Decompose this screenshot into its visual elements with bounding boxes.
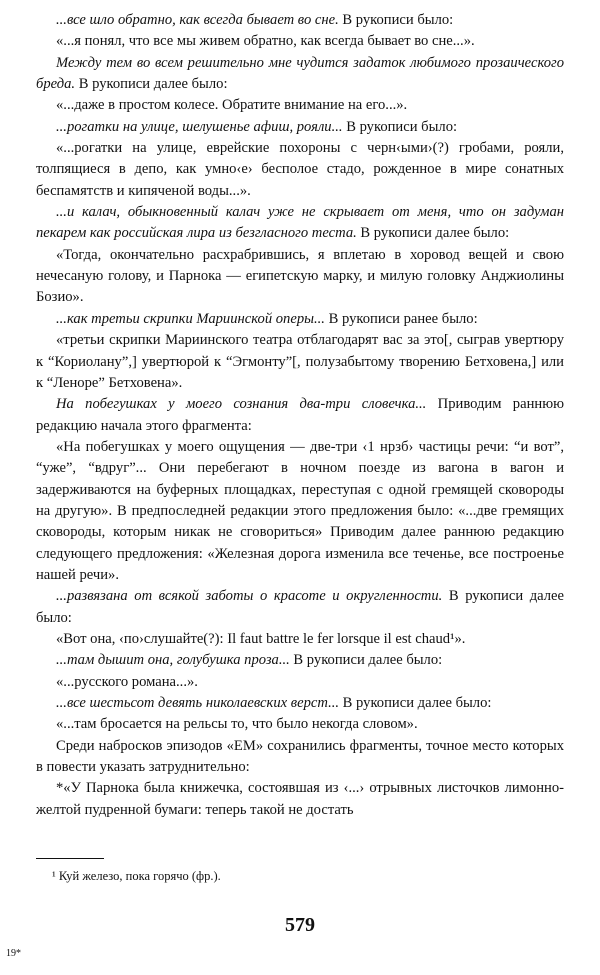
comment-text: В рукописи далее было: — [36, 588, 564, 626]
comment-text: Приводим раннюю редакцию начала этого фрагмента: — [36, 396, 564, 434]
footnote: ¹ Куй железо, пока горячо (фр.). — [52, 869, 221, 883]
paragraph-9 — [36, 309, 564, 330]
quoted-lemma: ...все шло обратно, как всегда бывает во сне. — [56, 12, 339, 28]
paragraph-5 — [36, 117, 564, 138]
paragraph-15 — [36, 650, 564, 671]
comment-text: *«У Парнока была книжечка, состоявшая из ‹...› отрывных листочков лимонно-желтой пудренной бумаги: теперь такой не достать — [36, 780, 564, 818]
comment-text: «...даже в простом колесе. Обратите внимание на его...». — [56, 97, 408, 114]
paragraph-6 — [36, 138, 564, 202]
paragraph-16 — [36, 672, 564, 693]
comment-text: «Тогда, окончательно расхрабрившись, я вплетаю в хоровод вещей и свою нечесаную голову, и Парнока — египетскую марку, и милую головку Анджиолины Бозио». — [36, 246, 564, 306]
quoted-lemma: ...все шестьсот девять николаевских верст... — [56, 695, 340, 711]
paragraph-20 — [36, 778, 564, 821]
comment-text: В рукописи далее было: — [75, 76, 228, 93]
comment-text: В рукописи было: — [342, 118, 458, 135]
comment-text: Среди набросков эпизодов «ЕМ» сохранились фрагменты, точное место которых в повести указать затруднительно: — [36, 737, 564, 776]
printer-signature-mark: 19* — [6, 948, 21, 959]
comment-text: «...русского романа...». — [56, 673, 198, 690]
comment-text: В рукописи было: — [338, 12, 454, 28]
comment-text: «...я понял, что все мы живем обратно, как всегда бывает во сне...». — [56, 33, 475, 50]
paragraph-3 — [36, 53, 564, 96]
quoted-lemma: ...развязана от всякой заботы о красоте и округленности. — [56, 588, 443, 605]
paragraph-19 — [36, 736, 564, 779]
comment-text: В рукописи далее было: — [339, 695, 492, 711]
comment-text: «...рогатки на улице, еврейские похороны с черн‹ыми›(?) гробами, рояли, толпящиеся в депо, как умно‹е› бесполое стадо, рожденное в мире сонатных беспамятств и кипяченой воды...». — [36, 140, 564, 199]
comment-text: В рукописи далее было: — [289, 652, 443, 669]
paragraph-17 — [36, 693, 564, 714]
comment-text: «третьи скрипки Мариинского театра отблагодарят вас за это[, сыграв увертюру к “Кориолану”,] увертюрой к “Эгмонту”[, полузабытому творению Бетховена,] или к “Леноре” Бетховена». — [36, 332, 564, 391]
paragraph-4 — [36, 95, 564, 116]
paragraph-7 — [36, 202, 564, 245]
comment-text: «На побегушках у моего ощущения — две-три ‹1 нрзб› частицы речи: “и вот”, “уже”, “вдруг”... Они перебегают в ночном поезде из вагона в вагон и задерживаются на буферных площадках, переступая с одной гремящей сковороды на другую». В предпоследней редакции этого предложения было: «...две гремящих сковороды, которым никак не сговориться» Приводим далее раннюю редакцию следующего предложения: «Железная дорога изменила все теченье, все построенье нашей речи». — [36, 438, 564, 583]
paragraph-14 — [36, 629, 564, 650]
quoted-lemma: На побегушках у моего сознания два-три словечка... — [56, 396, 427, 413]
comment-text: В рукописи далее было: — [356, 225, 510, 242]
quoted-lemma: ...как третьи скрипки Мариинской оперы... — [56, 310, 325, 327]
paragraph-18 — [36, 714, 564, 735]
comment-text: «Вот она, ‹по›слушайте(?): Il faut battre le fer lorsque il est chaud¹». — [56, 630, 466, 647]
paragraph-13 — [36, 586, 564, 629]
quoted-lemma: ...и калач, обыкновенный калач уже не скрывает от меня, что он задуман пекарем как российская лира из безгласного теста. — [36, 204, 564, 242]
paragraph-11 — [36, 394, 564, 437]
footnote-divider — [36, 858, 104, 859]
comment-text: «...там бросается на рельсы то, что было некогда словом». — [56, 716, 418, 733]
comment-text: В рукописи ранее было: — [324, 310, 478, 327]
paragraph-10 — [36, 330, 564, 394]
quoted-lemma: ...рогатки на улице, шелушенье афиш, рояли... — [56, 118, 343, 135]
paragraph-2 — [36, 31, 564, 52]
paragraph-1 — [36, 10, 564, 31]
commentary-body — [36, 10, 564, 821]
page-number: 579 — [285, 914, 315, 936]
paragraph-8 — [36, 245, 564, 309]
quoted-lemma: Между тем во всем решительно мне чудится задаток любимого прозаического бреда. — [36, 54, 564, 93]
paragraph-12 — [36, 437, 564, 586]
quoted-lemma: ...там дышит она, голубушка проза... — [56, 652, 290, 669]
